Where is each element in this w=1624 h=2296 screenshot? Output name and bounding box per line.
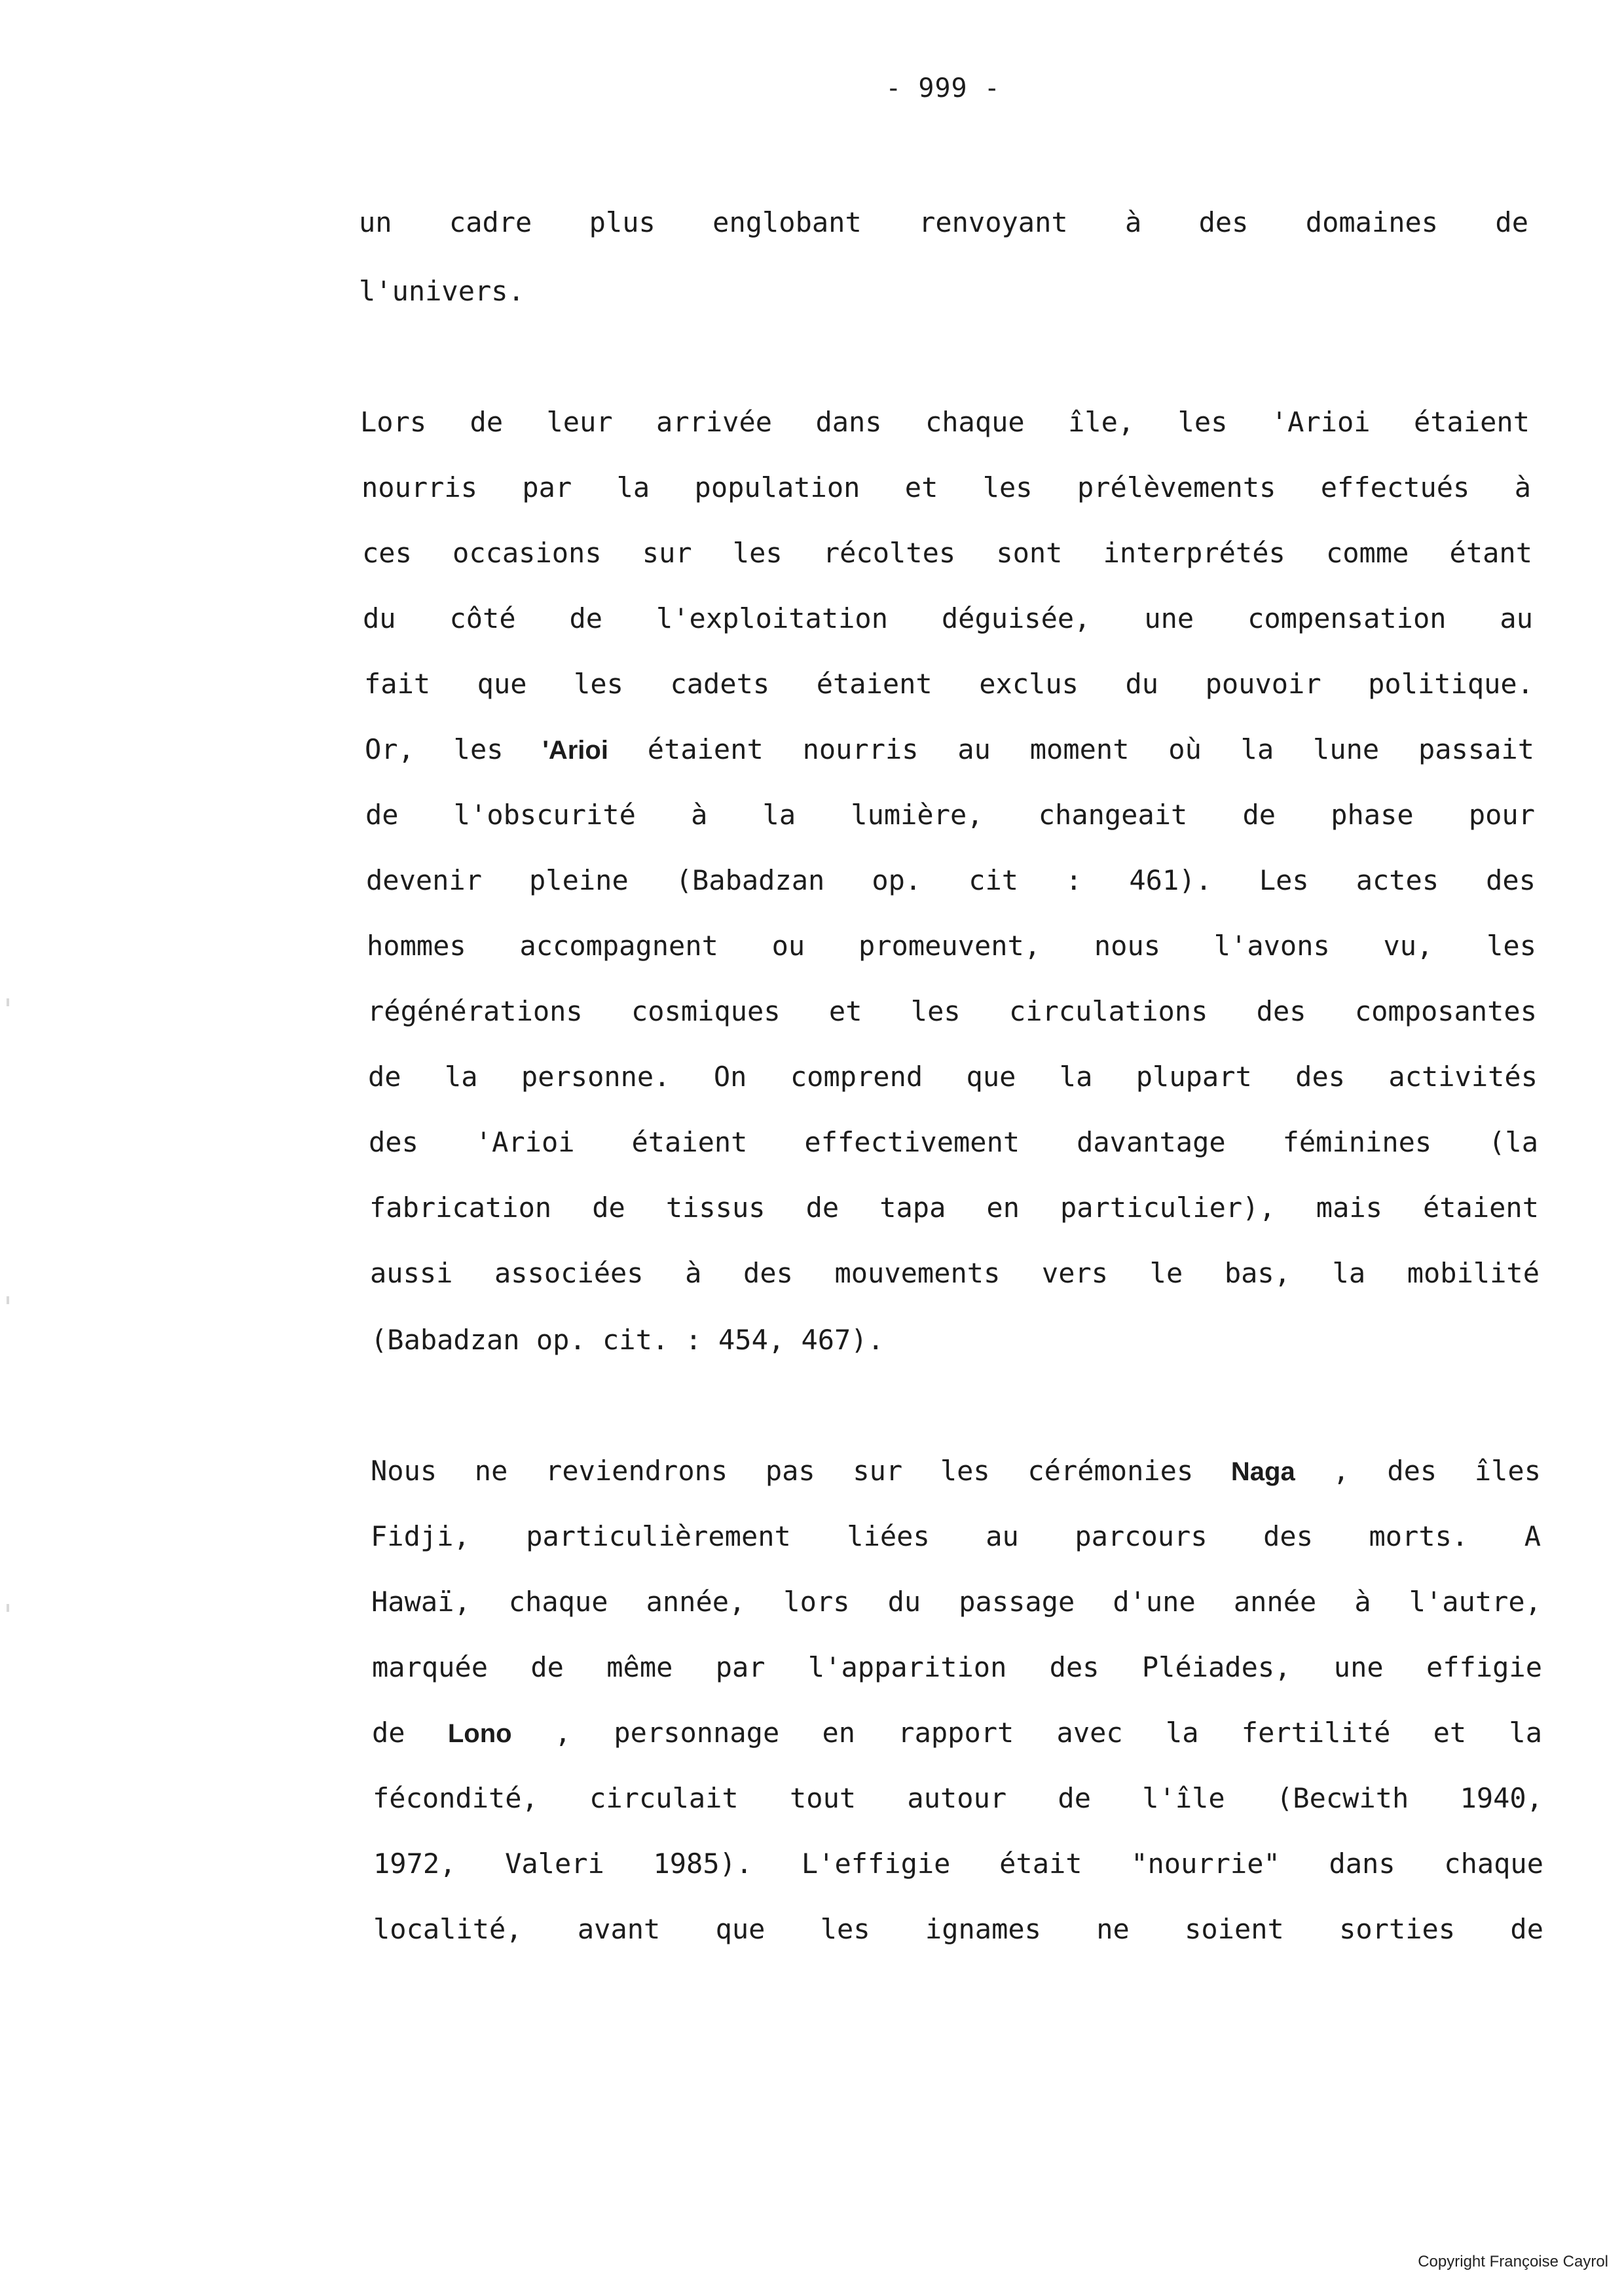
- line-text: Nous ne reviendrons pas sur les cérémonies: [371, 1455, 1231, 1487]
- term-lono: Lono: [447, 1719, 512, 1748]
- text-line: fécondité, circulait tout autour de l'île (Becwith 1940,: [373, 1782, 1543, 1814]
- text-line: (Babadzan op. cit. : 454, 467).: [371, 1324, 884, 1356]
- text-line: du côté de l'exploitation déguisée, une compensation au: [363, 602, 1533, 634]
- text-line: nourris par la population et les prélèvements effectués à: [361, 471, 1531, 503]
- line-text: de: [372, 1717, 448, 1749]
- text-line: ces occasions sur les récoltes sont interprétés comme étant: [362, 537, 1532, 569]
- text-line: fabrication de tissus de tapa en particulier), mais étaient: [369, 1192, 1539, 1224]
- copyright-notice: Copyright Françoise Cayrol: [1418, 2253, 1608, 2270]
- scan-mark: [7, 998, 9, 1006]
- line-text: , personnage en rapport avec la fertilité et la: [554, 1717, 1543, 1749]
- text-line: [372, 1717, 1542, 1750]
- text-line: de l'obscurité à la lumière, changeait de phase pour: [365, 799, 1535, 831]
- term-naga: Naga: [1230, 1457, 1295, 1486]
- text-line: aussi associées à des mouvements vers le bas, la mobilité: [370, 1257, 1540, 1289]
- text-line: Fidji, particulièrement liées au parcours des morts. A: [371, 1520, 1541, 1552]
- line-text: étaient nourris au moment où la lune passait: [647, 733, 1534, 765]
- page-number: - 999 -: [885, 73, 1001, 103]
- text-line: marquée de même par l'apparition des Pléiades, une effigie: [372, 1651, 1542, 1683]
- text-line: devenir pleine (Babadzan op. cit : 461). Les actes des: [366, 864, 1536, 896]
- text-line: [371, 1455, 1541, 1488]
- line-text: Or, les: [365, 733, 543, 765]
- text-line: l'univers.: [359, 275, 525, 307]
- text-line: régénérations cosmiques et les circulations des composantes: [367, 995, 1537, 1027]
- text-line: des 'Arioi étaient effectivement davantage féminines (la: [369, 1126, 1538, 1158]
- text-line: hommes accompagnent ou promeuvent, nous l'avons vu, les: [367, 930, 1536, 962]
- text-line: Lors de leur arrivée dans chaque île, les 'Arioi étaient: [360, 406, 1530, 438]
- text-line: [365, 733, 1534, 767]
- text-line: un cadre plus englobant renvoyant à des domaines de: [359, 206, 1528, 238]
- scan-mark: [7, 1604, 9, 1612]
- text-line: Hawaï, chaque année, lors du passage d'une année à l'autre,: [371, 1586, 1541, 1618]
- line-text: , des îles: [1333, 1455, 1541, 1487]
- scan-mark: [7, 1296, 9, 1304]
- term-arioi: 'Arioi: [542, 736, 608, 765]
- text-line: localité, avant que les ignames ne soient sorties de: [373, 1913, 1543, 1945]
- text-line: de la personne. On comprend que la plupart des activités: [368, 1061, 1538, 1093]
- text-line: fait que les cadets étaient exclus du pouvoir politique.: [364, 668, 1534, 700]
- text-line: 1972, Valeri 1985). L'effigie était "nourrie" dans chaque: [373, 1848, 1543, 1880]
